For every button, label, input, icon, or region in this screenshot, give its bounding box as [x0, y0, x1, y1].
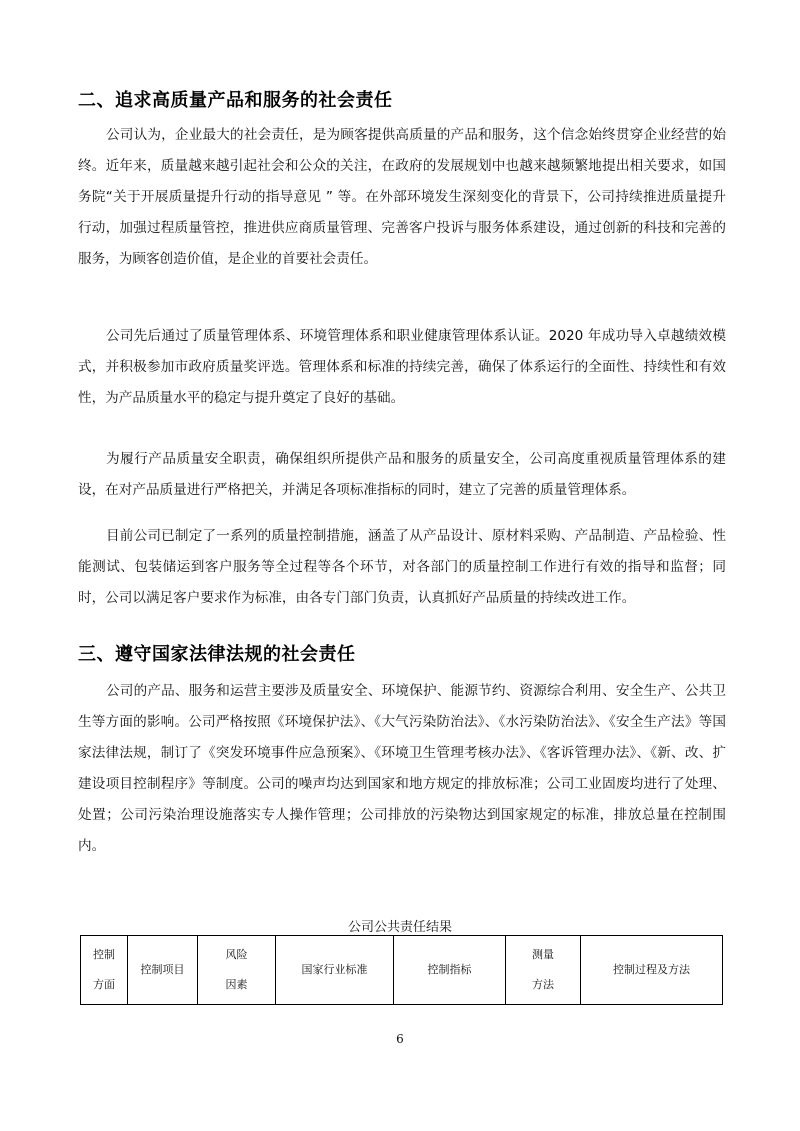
- section-2-paragraph-3: 为履行产品质量安全职责，确保组织所提供产品和服务的质量安全，公司高度重视质量管理体系的建设，在对产品质量进行严格把关，并满足各项标准指标的同时，建立了完善的质量管理体系。: [78, 451, 726, 498]
- section-2-paragraph-2: 公司先后通过了质量管理体系、环境管理体系和职业健康管理体系认证。2020 年成功导入卓越绩效模式，并积极参加市政府质量奖评选。管理体系和标准的持续完善，确保了体系运行的全面性、持续性和有效性，为产品质量水平的稳定与提升奠定了良好的基础。: [78, 328, 726, 406]
- header-national-standard: 国家行业标准: [276, 936, 394, 1005]
- page-number: 6: [396, 1032, 404, 1046]
- section-2-paragraph-4: 目前公司已制定了一系列的质量控制措施，涵盖了从产品设计、原材料采购、产品制造、产品检验、性能测试、包装储运到客户服务等全过程等各个环节，对各部门的质量控制工作进行有效的指导和监督；同时，公司以满足客户要求作为标准，由各专门部门负责，认真抓好产品质量的持续改进工作。: [78, 528, 726, 606]
- section-3-paragraph-1: 公司的产品、服务和运营主要涉及质量安全、环境保护、能源节约、资源综合利用、安全生产、公共卫生等方面的影响。公司严格按照《环境保护法》、《大气污染防治法》、《水污染防治法》、《安全生产法》等国家法律法规，制订了《突发环境事件应急预案》、《环境卫生管理考核办法》、《客诉管理办法》、《新、改、扩建设项目控制程序》等制度。公司的噪声均达到国家和地方规定的排放标准；公司工业固废均进行了处理、处置；公司污染治理设施落实专人操作管理；公司排放的污染物达到国家规定的标准，排放总量在控制围内。: [78, 683, 726, 854]
- header-control-item: 控制项目: [128, 936, 198, 1005]
- header-risk-factor: 风险 因素: [198, 936, 276, 1005]
- header-measurement-method: 测量 方法: [506, 936, 581, 1005]
- section-2-heading: 二、追求高质量产品和服务的社会责任: [78, 90, 393, 111]
- section-3-heading: 三、遵守国家法律法规的社会责任: [78, 644, 356, 665]
- header-control-aspect: 控制 方面: [81, 936, 128, 1005]
- public-responsibility-table: [80, 935, 723, 1005]
- header-control-process: 控制过程及方法: [581, 936, 723, 1005]
- section-2-paragraph-1: 公司认为，企业最大的社会责任，是为顾客提供高质量的产品和服务，这个信念始终贯穿企业经营的始终。近年来，质量越来越引起社会和公众的关注，在政府的发展规划中也越来越频繁地提出相关要求，如国务院“关于开展质量提升行动的指导意见 ” 等。在外部环境发生深刻变化的背景下，公司持续推进质量提升行动，加强过程质量管控，推进供应商质量管理、完善客户投诉与服务体系建设，通过创新的科技和完善的服务，为顾客创造价值，是企业的首要社会责任。: [78, 127, 726, 267]
- table-caption: 公司公共责任结果: [347, 920, 452, 935]
- header-control-indicator: 控制指标: [394, 936, 506, 1005]
- table-header-row: [81, 936, 723, 1005]
